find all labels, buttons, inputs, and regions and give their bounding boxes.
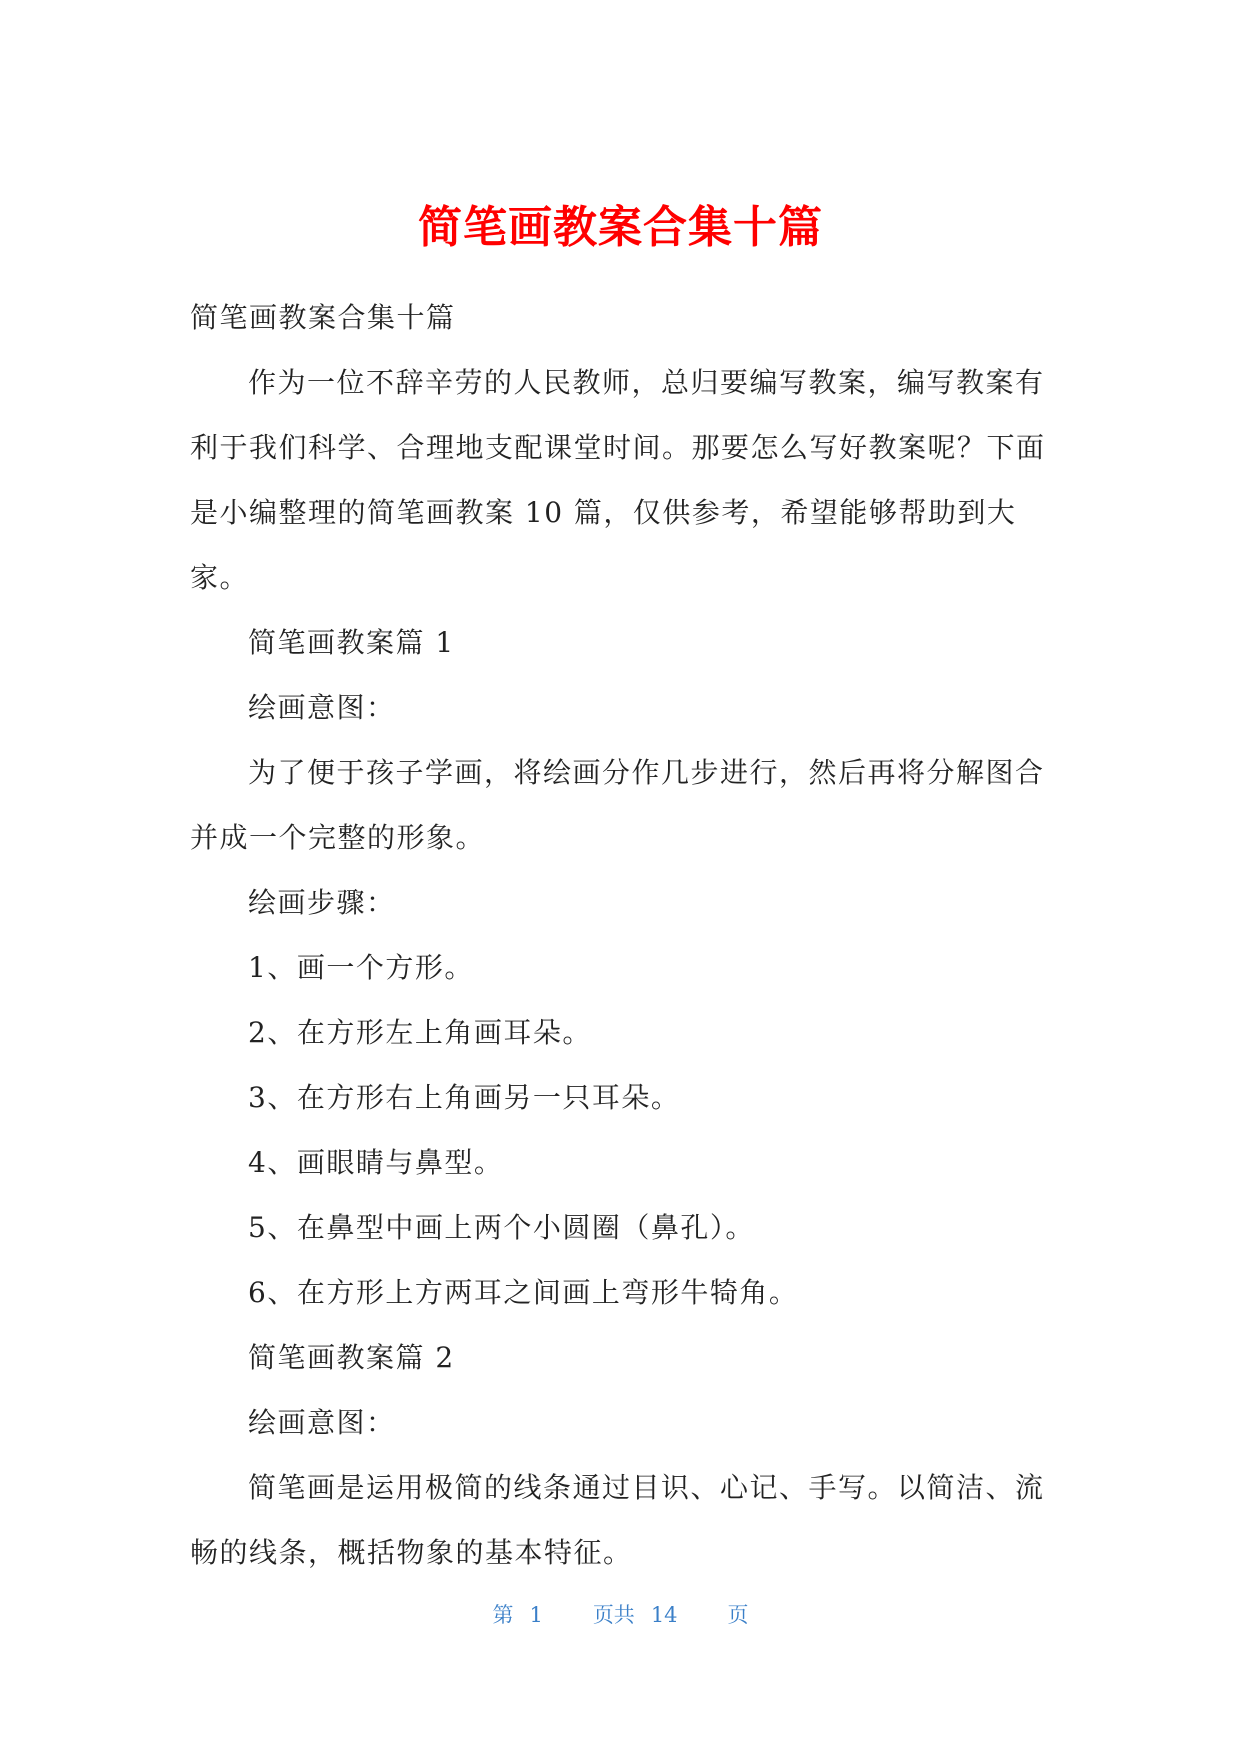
purpose-label-2: 绘画意图： [248, 1406, 396, 1439]
footer-total-pages: 14 [650, 1603, 678, 1627]
step-item-2: 2、在方形左上角画耳朵。 [248, 1016, 592, 1049]
section-heading-1: 简笔画教案篇 1 [248, 626, 455, 659]
step-item-5: 5、在鼻型中画上两个小圆圈（鼻孔）。 [248, 1211, 755, 1244]
intro-paragraph: 作为一位不辞辛劳的人民教师，总归要编写教案，编写教案有利于我们科学、合理地支配课堂时间。那要怎么写好教案呢？下面是小编整理的简笔画教案 10 篇，仅供参考，希望能够帮助到大家。 [190, 366, 1046, 594]
step-item-4: 4、画眼睛与鼻型。 [248, 1146, 504, 1179]
section-heading-2: 简笔画教案篇 2 [248, 1341, 455, 1374]
footer-page-number: 1 [529, 1603, 543, 1627]
purpose-paragraph-2: 简笔画是运用极简的线条通过目识、心记、手写。以简洁、流畅的线条，概括物象的基本特征。 [190, 1471, 1045, 1569]
step-item-1: 1、画一个方形。 [248, 951, 474, 984]
subtitle-line: 简笔画教案合集十篇 [190, 301, 456, 334]
purpose-paragraph-1: 为了便于孩子学画，将绘画分作几步进行，然后再将分解图合并成一个完整的形象。 [190, 756, 1045, 854]
purpose-label-1: 绘画意图： [248, 691, 396, 724]
step-item-6: 6、在方形上方两耳之间画上弯形牛犄角。 [248, 1276, 799, 1309]
step-item-3: 3、在方形右上角画另一只耳朵。 [248, 1081, 681, 1114]
footer-prefix: 第 [492, 1603, 514, 1627]
steps-label: 绘画步骤： [248, 886, 396, 919]
footer-middle: 页共 [592, 1603, 635, 1627]
page-footer [0, 1600, 1241, 1630]
footer-suffix: 页 [727, 1603, 749, 1627]
document-title: 简笔画教案合集十篇 [418, 202, 823, 253]
document-body [190, 285, 1050, 1585]
